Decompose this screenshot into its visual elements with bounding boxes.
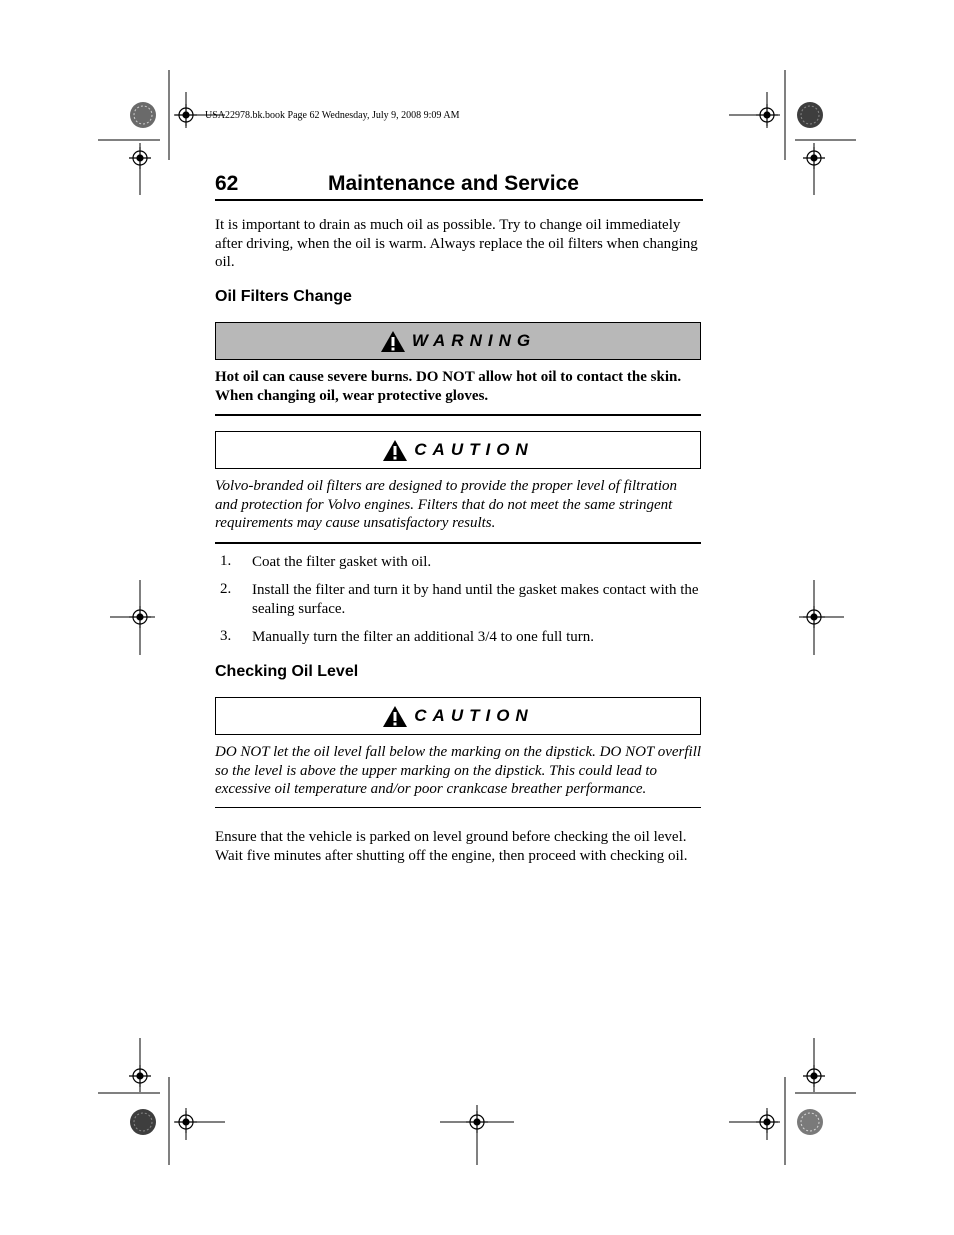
- warning-triangle-icon: [380, 330, 406, 353]
- step-number: 2.: [220, 581, 232, 597]
- step-number: 3.: [220, 628, 232, 644]
- step-text: Coat the filter gasket with oil.: [252, 554, 432, 570]
- caution-label: CAUTION: [414, 706, 534, 725]
- step-text: Manually turn the filter an additional 3/4 to one full turn.: [252, 629, 595, 645]
- warning-label: WARNING: [411, 331, 537, 350]
- caution-banner: [215, 431, 701, 469]
- title-rule: [215, 199, 703, 201]
- caution-text: Volvo-branded oil filters are designed to provide the proper level of filtration and protection for Volvo engines. Filters that do not meet the same stringent requirements may cause unsatisfactory results.: [215, 478, 678, 531]
- caution-rule: [215, 807, 701, 808]
- caution-label: CAUTION: [414, 440, 534, 459]
- print-slug: USA22978.bk.book Page 62 Wednesday, July 9, 2008 9:09 AM: [205, 110, 460, 121]
- page-number: 62: [215, 172, 239, 195]
- warning-banner: [215, 322, 701, 360]
- warning-text: Hot oil can cause severe burns. DO NOT allow hot oil to contact the skin. When changing oil, wear protective gloves.: [215, 369, 682, 404]
- caution-text: DO NOT let the oil level fall below the marking on the dipstick. DO NOT overfill so the level is above the upper marking on the dipstick. This could lead to excessive oil temperature and/or poor crankcase breather performance.: [215, 744, 702, 797]
- caution-rule: [215, 542, 701, 544]
- warning-triangle-icon: [382, 705, 408, 728]
- step-number: 1.: [220, 553, 232, 569]
- body-paragraph: Ensure that the vehicle is parked on level ground before checking the oil level. Wait five minutes after shutting off the engine, then proceed with checking oil.: [215, 829, 688, 864]
- step-text: Install the filter and turn it by hand until the gasket makes contact with the sealing surface.: [252, 582, 699, 617]
- intro-paragraph: It is important to drain as much oil as possible. Try to change oil immediately after driving, when the oil is warm. Always replace the oil filters when changing oil.: [215, 217, 698, 270]
- warning-triangle-icon: [382, 439, 408, 462]
- warning-rule: [215, 414, 701, 416]
- section-heading-oil-filters: Oil Filters Change: [215, 288, 352, 305]
- caution-banner: [215, 697, 701, 735]
- page-title: Maintenance and Service: [328, 172, 579, 195]
- section-heading-checking-oil: Checking Oil Level: [215, 663, 359, 680]
